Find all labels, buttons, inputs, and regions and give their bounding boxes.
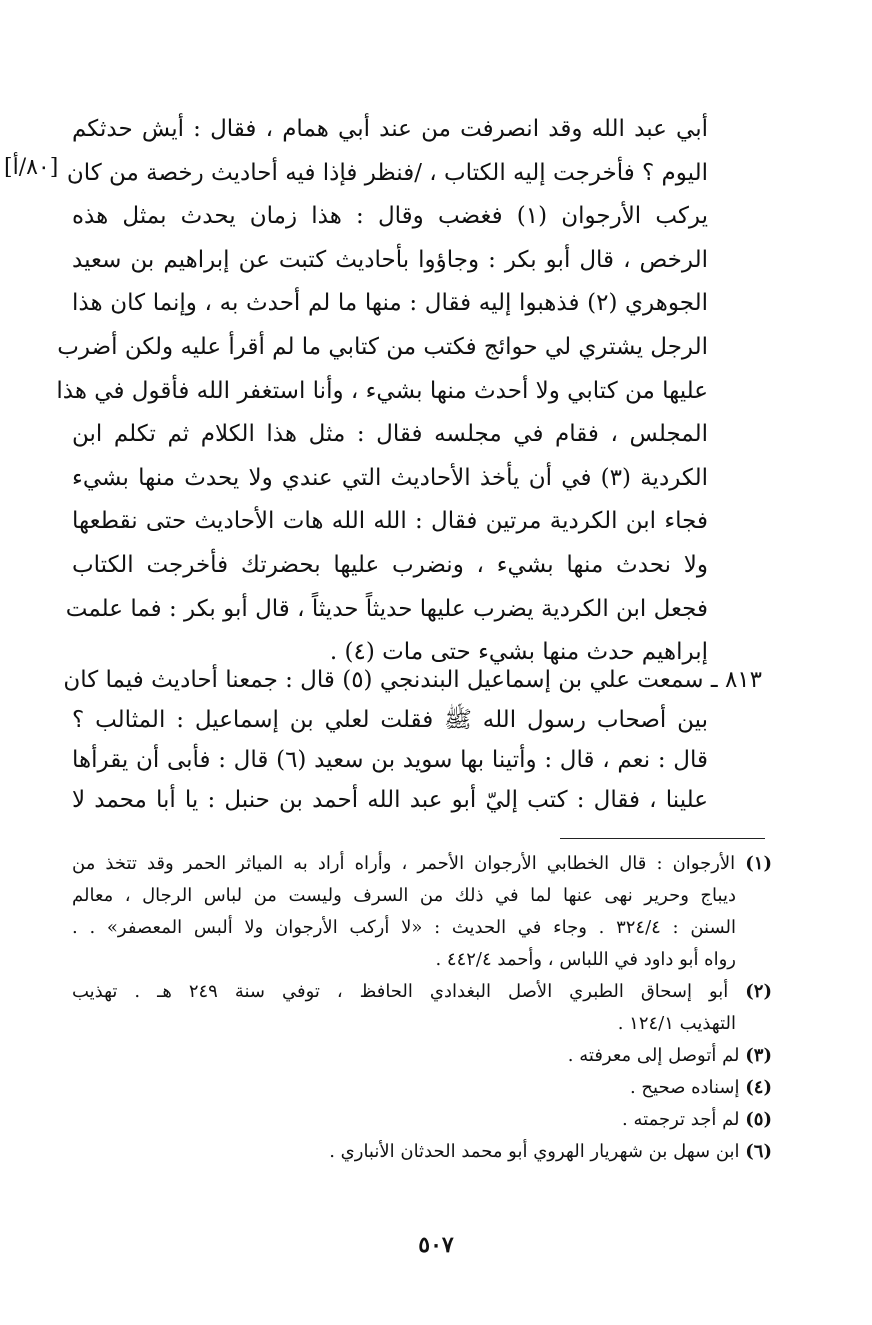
footnotes bbox=[72, 848, 772, 1168]
footnote-text: ابن سهل بن شهريار الهروي أبو محمد الحدثان الأنباري . bbox=[329, 1141, 740, 1162]
text-line: اليوم ؟ فأخرجت إليه الكتاب ، /فنظر فإذا فيه أحاديث رخصة من كان bbox=[66, 159, 708, 186]
footnote-2 bbox=[72, 976, 772, 1040]
footnote-text: الأرجوان : قال الخطابي الأرجوان الأحمر ، وأراه أراد به المياثر الحمر وقد تتخذ من bbox=[72, 853, 736, 874]
footnote-6 bbox=[72, 1136, 772, 1168]
entry-813 bbox=[63, 660, 762, 820]
footnote-row bbox=[72, 976, 772, 1008]
entry-line: بين أصحاب رسول الله ﷺ فقلت لعلي بن إسماعيل : المثالب ؟ bbox=[72, 707, 708, 733]
footnote-text: لم أجد ترجمته . bbox=[622, 1109, 740, 1130]
text-line: يركب الأرجوان (١) فغضب وقال : هذا زمان يحدث بمثل هذه bbox=[72, 203, 708, 230]
entry-line: قال : نعم ، قال : وأتينا بها سويد بن سعيد (٦) قال : فأبى أن يقرأها bbox=[72, 747, 708, 773]
footnote-5 bbox=[72, 1104, 772, 1136]
footnote-number: (٥) bbox=[745, 1109, 772, 1130]
footnote-text: لم أتوصل إلى معرفته . bbox=[567, 1045, 740, 1066]
footnote-row: التهذيب ١٢٤/١ . bbox=[617, 1013, 736, 1034]
text-line: الرخص ، قال أبو بكر : وجاؤوا بأحاديث كتبت عن إبراهيم بن سعيد bbox=[72, 246, 708, 273]
footnote-4 bbox=[72, 1072, 772, 1104]
footnote-row: رواه أبو داود في اللباس ، وأحمد ٤٤٢/٤ . bbox=[435, 949, 736, 970]
footnote-row: ديباج وحرير نهى عنها لما في ذلك من السرف وليست من لباس الرجال ، معالم bbox=[72, 885, 736, 906]
text-line: ولا نحدث منها بشيء ، ونضرب عليها بحضرتك فأخرجت الكتاب bbox=[72, 551, 708, 578]
footnote-row: السنن : ٣٢٤/٤ . وجاء في الحديث : «لا أركب الأرجوان ولا ألبس المعصفر» . . bbox=[72, 917, 736, 938]
text-line: فجاء ابن الكردية مرتين فقال : الله الله هات الأحاديث حتى نقطعها bbox=[72, 508, 708, 535]
text-line: الجوهري (٢) فذهبوا إليه فقال : منها ما لم أحدث به ، وإنما كان هذا bbox=[72, 290, 708, 317]
footnote-text: إسناده صحيح . bbox=[629, 1077, 740, 1098]
entry-number: ٨١٣ ـ bbox=[710, 667, 762, 693]
text-line: الكردية (٣) في أن يأخذ الأحاديث التي عندي ولا يحدث منها بشيء bbox=[72, 464, 708, 491]
footnote-1 bbox=[72, 848, 772, 976]
entry-line: علينا ، فقال : كتب إليّ أبو عبد الله أحمد بن حنبل : يا أبا محمد لا bbox=[72, 787, 708, 813]
footnote-number: (٢) bbox=[745, 981, 772, 1002]
footnote-number: (٤) bbox=[745, 1077, 772, 1098]
margin-folio-reference: [٨٠/أ] bbox=[4, 155, 59, 180]
footnote-3 bbox=[72, 1040, 772, 1072]
footnote-row bbox=[72, 1072, 772, 1104]
text-line: إبراهيم حدث منها بشيء حتى مات (٤) . bbox=[329, 639, 708, 666]
footnote-row bbox=[72, 1040, 772, 1072]
entry-text: سمعت علي بن إسماعيل البندنجي (٥) قال : جمعنا أحاديث فيما كان bbox=[63, 667, 704, 693]
page-number: ٥٠٧ bbox=[418, 1232, 454, 1258]
footnote-number: (٣) bbox=[745, 1045, 772, 1066]
text-line: المجلس ، فقام في مجلسه فقال : مثل هذا الكلام ثم تكلم ابن bbox=[72, 421, 708, 448]
footnote-text: أبو إسحاق الطبري الأصل البغدادي الحافظ ، توفي سنة ٢٤٩ هـ . تهذيب bbox=[72, 981, 729, 1002]
footnote-row bbox=[72, 1136, 772, 1168]
main-text-block bbox=[56, 108, 708, 675]
footnote-separator bbox=[560, 838, 765, 839]
text-line: عليها من كتابي ولا أحدث منها بشيء ، وأنا استغفر الله فأقول في هذا bbox=[56, 377, 708, 404]
footnote-number: (٦) bbox=[745, 1141, 772, 1162]
entry-first-line bbox=[63, 660, 762, 700]
text-line: الرجل يشتري لي حوائج فكتب من كتابي ما لم أقرأ عليه ولكن أضرب bbox=[57, 333, 708, 360]
text-line: أبي عبد الله وقد انصرفت من عند أبي همام ، فقال : أيش حدثكم bbox=[72, 116, 708, 142]
footnote-number: (١) bbox=[745, 853, 772, 874]
footnote-row bbox=[72, 848, 772, 880]
text-line: فجعل ابن الكردية يضرب عليها حديثاً حديثاً ، قال أبو بكر : فما علمت bbox=[65, 595, 708, 622]
footnote-row bbox=[72, 1104, 772, 1136]
